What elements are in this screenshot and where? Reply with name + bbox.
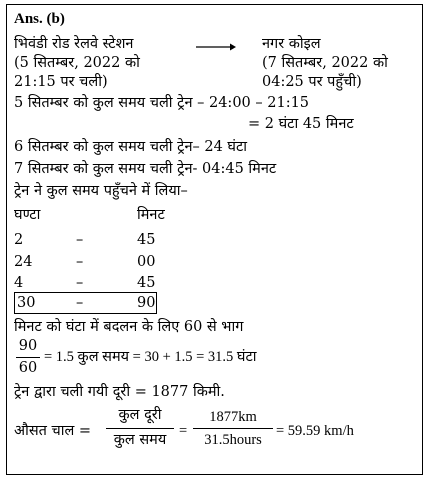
row-4-hours: 30 [17, 295, 36, 311]
depart-line-1: (5 सितम्बर, 2022 को [14, 55, 140, 71]
arrive-line-2: 04:25 पर पहुँची) [262, 74, 362, 90]
day6-line: 6 सितम्बर को कुल समय चली ट्रेन– 24 घंटा [14, 139, 248, 155]
right-arrow-icon [196, 43, 236, 51]
speed-equals: = [179, 423, 188, 439]
row-4-minutes: 90 [137, 295, 156, 311]
conversion-fraction-bar [16, 357, 40, 358]
conversion-result: = 1.5 कुल समय = 30 + 1.5 = 31.5 घंटा [44, 349, 257, 365]
speed-fraction-bar-2 [193, 428, 273, 429]
row-2-hours: 24 [14, 254, 33, 270]
speed-numerator-1: कुल दूरी [118, 407, 162, 423]
speed-numerator-2: 1877km [209, 409, 257, 425]
from-station: भिवंडी रोड रेलवे स्टेशन [14, 36, 134, 52]
day5-line: 5 सितम्बर को कुल समय चली ट्रेन – 24:00 – 21:15 [14, 95, 310, 111]
speed-fraction-bar-1 [106, 428, 174, 429]
conversion-numerator: 90 [18, 338, 38, 354]
speed-denominator-2: 31.5hours [204, 432, 262, 448]
row-1-hours: 2 [14, 232, 24, 248]
col-minutes-header: मिनट [137, 207, 165, 223]
conversion-denominator: 60 [18, 360, 38, 376]
distance-line: ट्रेन द्वारा चली गयी दूरी = 1877 किमी. [14, 384, 225, 400]
row-1-minutes: 45 [137, 232, 156, 248]
speed-denominator-1: कुल समय [113, 432, 167, 448]
row-4-dash: – [76, 295, 84, 311]
to-station: नगर कोइल [262, 36, 321, 52]
row-3-dash: – [76, 275, 84, 291]
conversion-text: मिनट को घंटा में बदलन के लिए 60 से भाग [14, 319, 244, 335]
row-2-minutes: 00 [137, 254, 156, 270]
day5-result: = 2 घंटा 45 मिनट [248, 116, 354, 132]
row-1-dash: – [76, 232, 84, 248]
day7-line: 7 सितम्बर को कुल समय चली ट्रेन- 04:45 मिनट [14, 161, 277, 177]
row-3-minutes: 45 [137, 275, 156, 291]
row-3-hours: 4 [14, 275, 24, 291]
arrive-line-1: (7 सितम्बर, 2022 को [262, 55, 388, 71]
speed-label: औसत चाल = [14, 423, 92, 439]
speed-result: = 59.59 km/h [276, 423, 354, 439]
col-hours-header: घण्टा [14, 207, 41, 223]
row-2-dash: – [76, 254, 84, 270]
answer-heading: Ans. (b) [14, 11, 65, 27]
total-intro: ट्रेन ने कुल समय पहुँचने में लिया– [14, 183, 188, 199]
depart-line-2: 21:15 पर चली) [14, 74, 108, 90]
